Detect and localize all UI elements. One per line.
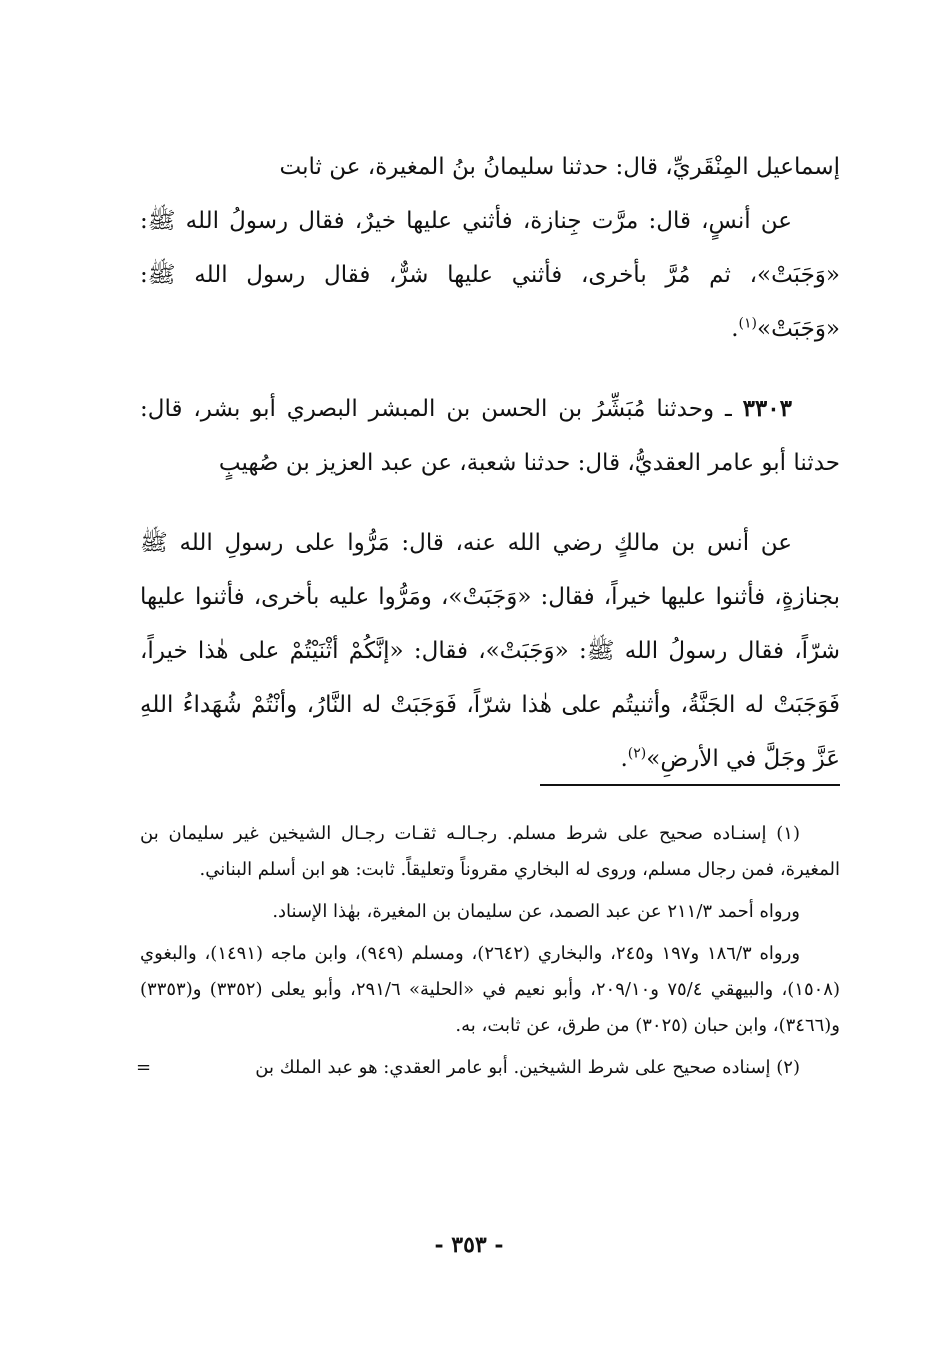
footnote-1-ahmad: ورواه أحمد ٢١١/٣ عن عبد الصمد، عن سليمان بن المغيرة، بهٰذا الإسناد. <box>272 901 800 922</box>
hadith-3303-isnad: ٣٣٠٣ ـ وحدثنا مُبَشِّرُ بن الحسن بن المبشر البصري أبو بشر، قال: حدثنا أبو عامر العقديُّ، قال: حدثنا شعبة، عن عبد العزيز بن صُهيبٍ <box>140 395 840 476</box>
footnote-2: (٢) إسناده صحيح على شرط الشيخين. أبو عامر العقدي: هو عبد الملك بن = <box>140 1050 840 1086</box>
footnote-1: (١) إسنـاده صحيح على شرط مسلم. رجـالـه ثقـات رجـال الشيخين غير سليمان بن المغيرة، فمن رجال مسلم، وروى له البخاري مقروناً وتعليقاً. ثابت: هو ابن أسلم البناني. <box>140 823 840 880</box>
hadith-3302-isnad-tail: إسماعيل المِنْقَريِّ، قال: حدثنا سليمانُ بنُ المغيرة، عن ثابت <box>279 154 840 180</box>
footnote-ref-1[interactable]: (١) <box>738 315 757 332</box>
hadith-3303-matn: عن أنس بن مالكٍ رضي الله عنه، قال: مَرُّوا على رسولِ الله ﷺ بجنازةٍ، فأثنوا عليها خيراً، فقال: «وَجَبَتْ»، ومَرُّوا عليه بأخرى، فأثنوا عليها شرّاً، فقال رسولُ الله ﷺ: «وَجَبَتْ»، فقال: «إنَّكُمْ أثْنَيْتُمْ على هٰذا خيراً، فَوَجَبَتْ له الجَنَّةُ، وأثنيتُم على هٰذا شرّاً، فَوَجَبَتْ له النَّارُ، وأنْتُمْ شُهَداءُ اللهِ عَزَّ وجَلَّ في الأرضِ»$^{(٢)}$. <box>140 530 840 772</box>
footnote-separator <box>540 784 840 786</box>
continuation-mark: = <box>136 1057 152 1078</box>
main-text <box>140 140 840 786</box>
hadith-3302-matn: عن أنسٍ، قال: مرَّت جِنازة، فأثني عليها خيرٌ، فقال رسولُ الله ﷺ: «وَجَبَتْ»، ثم مُرَّ بأخرى، فأثني عليها شرٌّ، فقال رسول الله ﷺ: «وَجَبَتْ»$^{(١)}$. <box>140 208 840 342</box>
footnote-1-sources: ورواه ١٨٦/٣ و١٩٧ و٢٤٥، والبخاري (٢٦٤٢)، ومسلم (٩٤٩)، وابن ماجه (١٤٩١)، والبغوي (١٥٠٨)، والبيهقي ٧٥/٤ و٢٠٩/١٠، وأبو نعيم في «الحلية» ٢٩١/٦، وأبو يعلى (٣٣٥٢) و(٣٣٥٣) و(٣٤٦٦)، وابن حبان (٣٠٢٥) من طرق، عن ثابت، به. <box>140 943 840 1036</box>
footnotes <box>136 816 840 1086</box>
hadith-number: ٣٣٠٣ <box>742 395 792 422</box>
page-number: - ٣٥٣ - <box>434 1232 504 1258</box>
footnote-ref-2[interactable]: (٢) <box>627 745 647 762</box>
